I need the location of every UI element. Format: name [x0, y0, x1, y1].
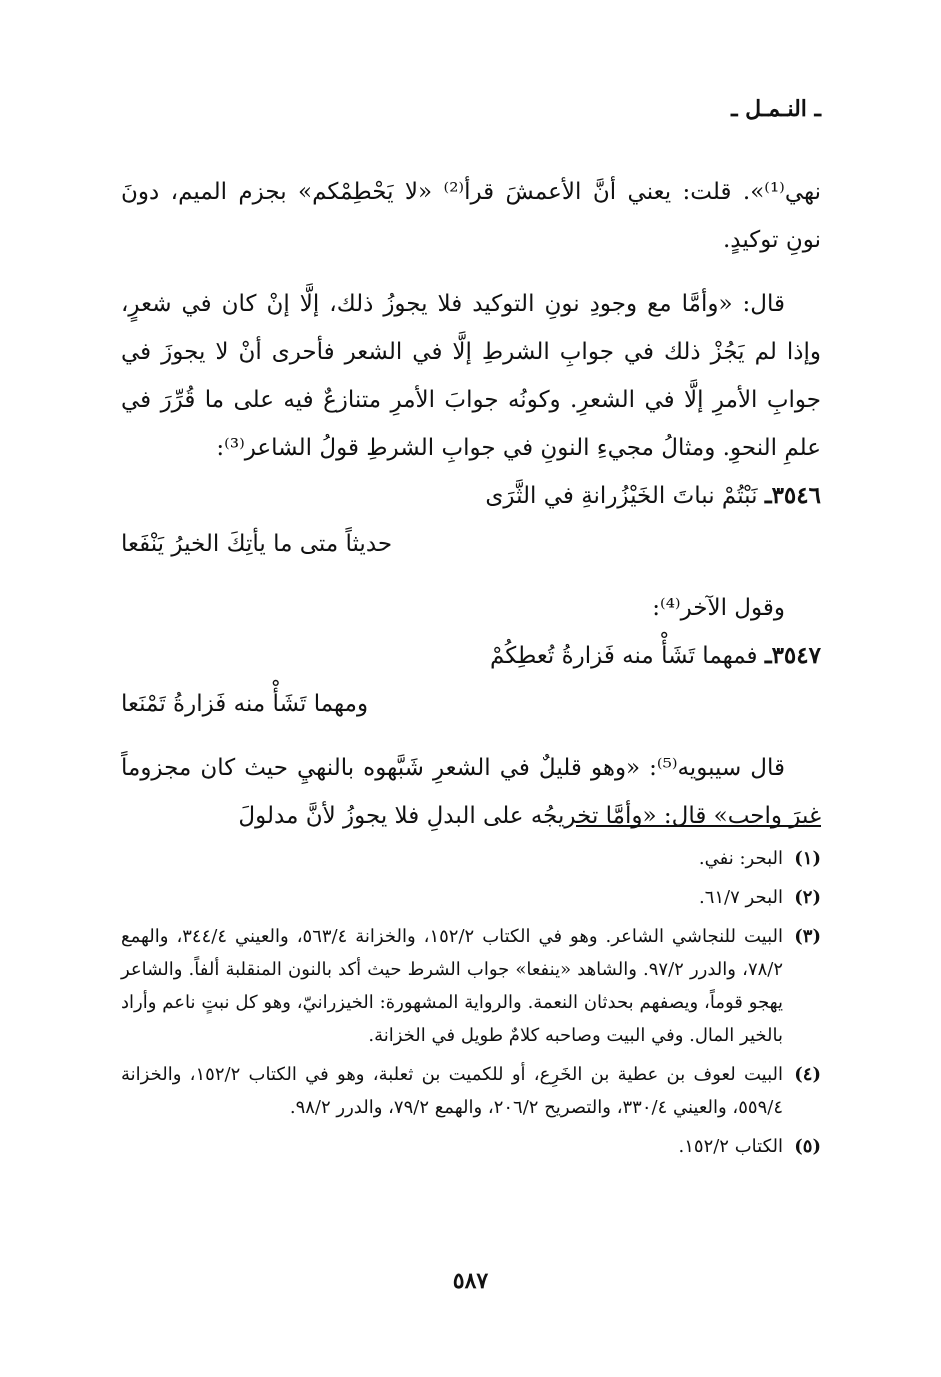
paragraph-gap [121, 728, 821, 744]
verse-first-text: نَبْتُمْ نباتَ الخَيْزُرانةِ في الثَّرَى [485, 483, 758, 509]
verse-first-hemistich [490, 632, 821, 680]
verse-number: ٣٥٤٦ـ [764, 482, 821, 509]
footnote-item [121, 881, 821, 914]
verse-second-hemistich: حديثاً متى ما يأتِكَ الخيرُ يَنْفَعا [121, 531, 393, 557]
footnote-separator [576, 825, 821, 827]
footnote-text: البيت للنجاشي الشاعر. وهو في الكتاب ١٥٢/٢، والخزانة ٥٦٣/٤، والعيني ٣٤٤/٤، والهمع ٧٨/٢، والدرر ٩٧/٢. والشاهد «ينفعا» جواب الشرط حيث أكد بالنون المنقلبة ألفاً. والشاعر يهجو قوماً، ويصفهم بحدثان النعمة. والرواية المشهورة: الخيزرانيّ، وهو كل نبتٍ ناعم وأراد بالخير المال. وفي البيت وصاحبه كلامٌ طويل في الخزانة. [121, 926, 784, 1046]
verse-3547 [121, 632, 821, 728]
footnote-item [121, 1058, 821, 1124]
footnote-text: البيت لعوف بن عطية بن الخَرِع، أو للكميت بن ثعلبة، وهو في الكتاب ١٥٢/٢، والخزانة ٥٥٩/٤، والعيني ٣٣٠/٤، والتصريح ٢٠٦/٢، والهمع ٧٩/٢، والدرر ٩٨/٢. [121, 1064, 784, 1118]
verse-number: ٣٥٤٧ـ [764, 642, 821, 669]
verse-second-hemistich: ومهما تَشَأْ منه فَزارةُ تَمْنَعا [121, 691, 369, 717]
footnote-number: (١) [794, 848, 821, 869]
page-number: ٥٨٧ [452, 1268, 489, 1294]
footnote-number: (٣) [794, 926, 821, 947]
paragraph-4: قال سيبويه⁽⁵⁾: «وهو قليلٌ في الشعرِ شَبَّهوه بالنهيِ حيث كان مجزوماً غيرَ واجب» قال: «وأمَّا تخريجُه على البدلِ فلا يجوزُ لأنَّ مدلولَ [121, 755, 821, 829]
running-head: ـ النـمـل ـ [731, 96, 821, 122]
footnote-number: (٢) [794, 887, 821, 908]
paragraph-2: قال: «وأمَّا مع وجودِ نونِ التوكيد فلا يجوزُ ذلك، إلَّا إنْ كان في شعرٍ، وإذا لم يَجُزْ ذلك في جوابِ الشرطِ إلَّا في الشعر فأحرى أنْ لا يجوزَ في جوابِ الأمرِ إلَّا في الشعرِ. وكونُه جوابَ الأمرِ متنازعٌ فيه على ما قُرِّرَ في علمِ النحوِ. ومثالُ مجيءِ النونِ في جوابِ الشرطِ قولُ الشاعر⁽³⁾: [121, 291, 821, 461]
footnote-text: البحر ٦١/٧. [698, 887, 783, 908]
footnote-item [121, 842, 821, 875]
footnote-text: الكتاب ١٥٢/٢. [678, 1136, 783, 1157]
main-text [121, 168, 821, 840]
paragraph-gap [121, 264, 821, 280]
paragraph-gap [121, 568, 821, 584]
footnotes [121, 842, 821, 1169]
verse-first-hemistich [485, 472, 821, 520]
footnote-text: البحر: نفي. [698, 848, 783, 869]
verse-3546 [121, 472, 821, 568]
footnote-item [121, 1130, 821, 1163]
paragraph-3: وقول الآخر⁽⁴⁾: [652, 595, 785, 621]
paragraph-1: نهي⁽¹⁾». قلت: يعني أنَّ الأعمشَ قرأ⁽²⁾ «لا يَحْطِمْكم» بجزم الميم، دونَ نونِ توكيدٍ. [121, 179, 821, 253]
footnote-number: (٥) [794, 1136, 821, 1157]
footnote-number: (٤) [794, 1064, 821, 1085]
verse-first-text: فمهما تَشَأْ منه فَزارةُ تُعطِكُمْ [489, 643, 758, 669]
footnote-item [121, 920, 821, 1052]
